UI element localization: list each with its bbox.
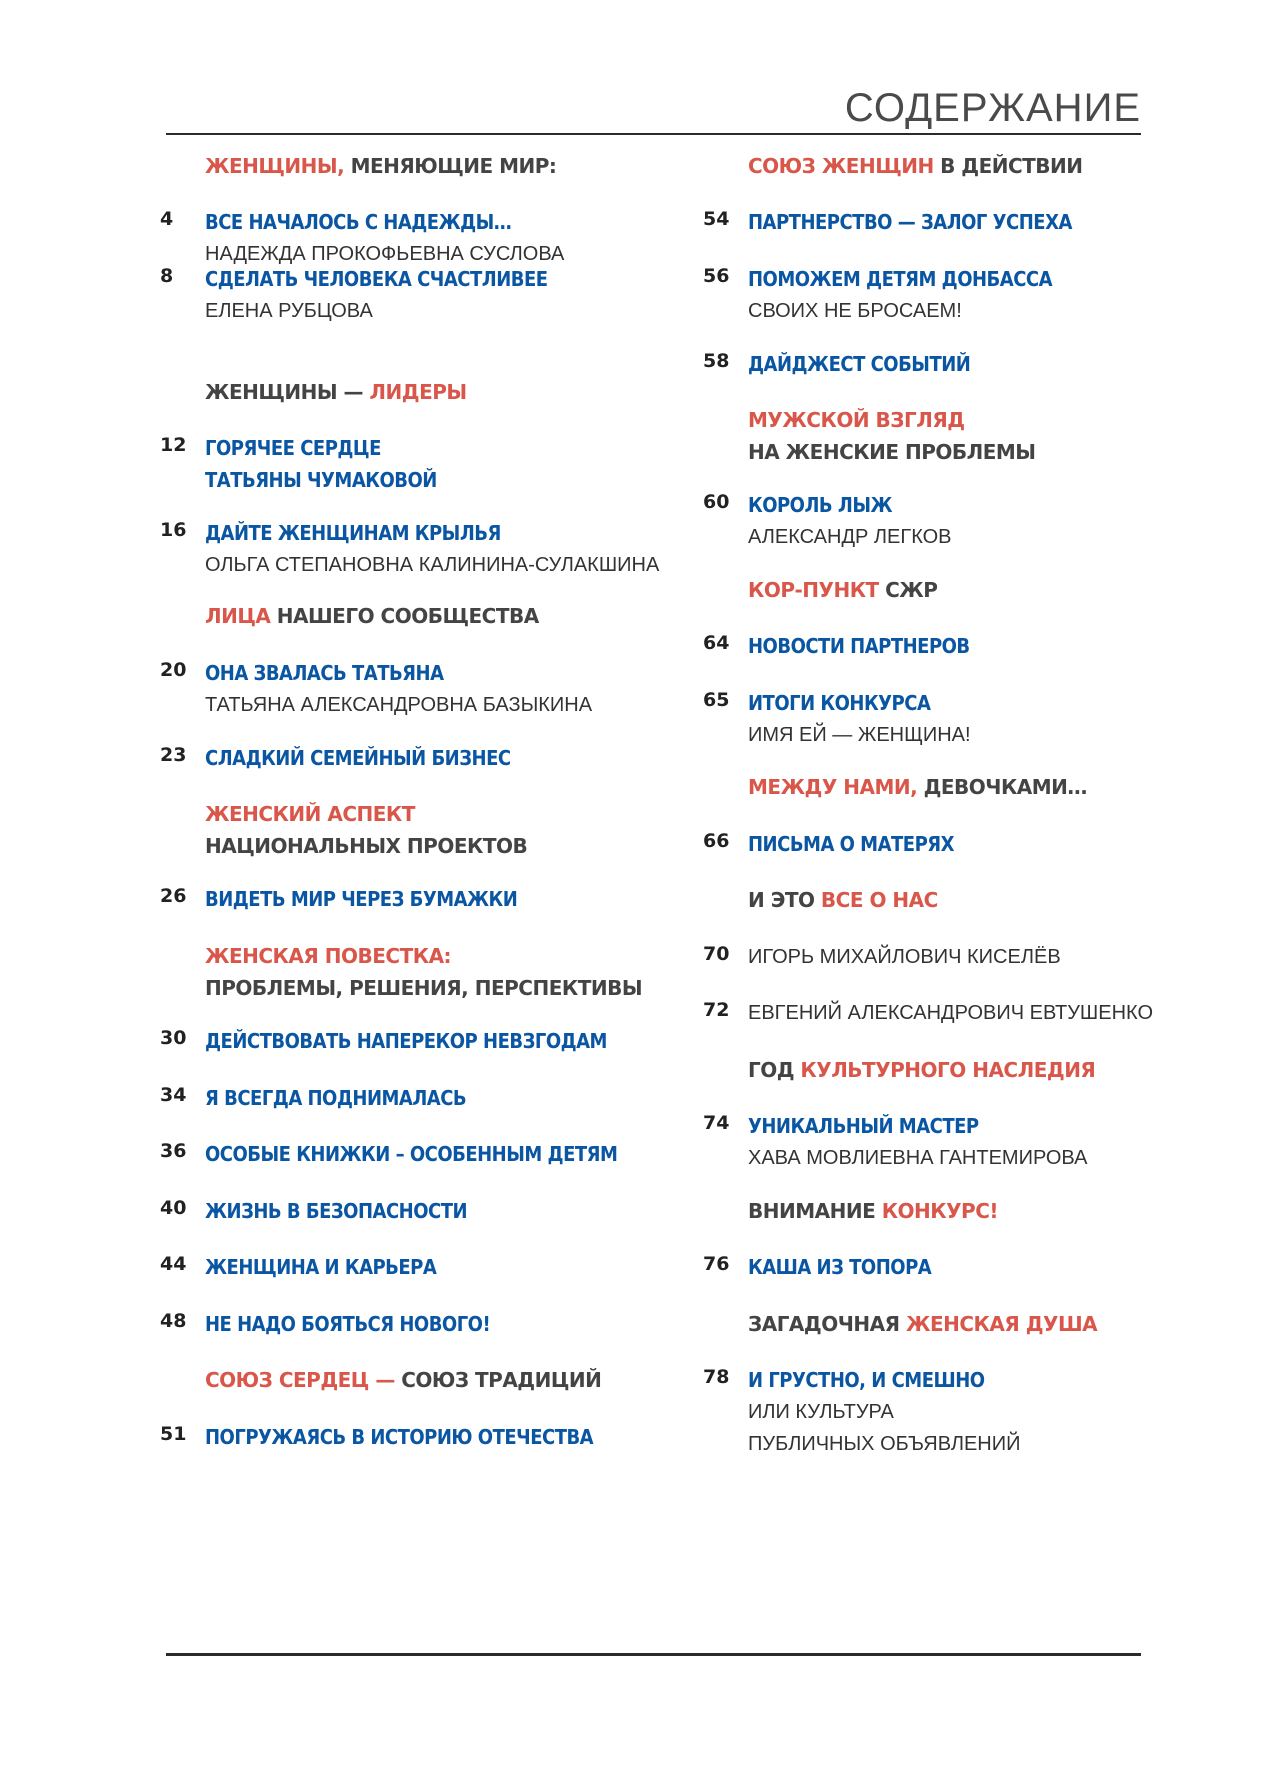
- page-number: 70: [703, 943, 730, 965]
- entry-title[interactable]: ЖИЗНЬ В БЕЗОПАСНОСТИ: [205, 1199, 468, 1223]
- page-number: 78: [703, 1366, 730, 1388]
- section-title: [748, 884, 938, 916]
- entry-text: [205, 940, 642, 1004]
- entry-text: [205, 657, 592, 721]
- page-number: 54: [703, 208, 730, 230]
- page-number: 20: [160, 659, 187, 681]
- entry-subtitle: ИЛИ КУЛЬТУРА: [748, 1401, 894, 1423]
- entry-text: [748, 150, 1083, 182]
- section-title-main: ЗАГАДОЧНАЯ: [748, 1312, 906, 1336]
- entry-text: [748, 771, 1087, 803]
- section-title: [748, 1054, 1095, 1086]
- section-title: [205, 150, 556, 182]
- entry-title[interactable]: СДЕЛАТЬ ЧЕЛОВЕКА СЧАСТЛИВЕЕ: [205, 267, 548, 291]
- section-title-accent: ЖЕНСКИЙ АСПЕКТ: [205, 802, 415, 826]
- entry-text: [748, 206, 1072, 238]
- entry-title[interactable]: НОВОСТИ ПАРТНЕРОВ: [748, 634, 970, 658]
- page-number: 40: [160, 1197, 187, 1219]
- entry-title[interactable]: Я ВСЕГДА ПОДНИМАЛАСЬ: [205, 1086, 467, 1110]
- entry-title[interactable]: ЕВГЕНИЙ АЛЕКСАНДРОВИЧ ЕВТУШЕНКО: [748, 1002, 1154, 1024]
- page-number: 36: [160, 1140, 187, 1162]
- entry-text: [748, 997, 1153, 1029]
- entry-text: [748, 1251, 931, 1283]
- section-title-main: СОЮЗ ТРАДИЦИЙ: [401, 1368, 602, 1392]
- page-number: 56: [703, 265, 730, 287]
- entry-text: [205, 1364, 601, 1396]
- section-title-accent: СОЮЗ СЕРДЕЦ —: [205, 1368, 395, 1392]
- section-title-accent: ЖЕНЩИНЫ,: [205, 154, 345, 178]
- entry-subtitle: ЕЛЕНА РУБЦОВА: [205, 300, 373, 322]
- page-number: 44: [160, 1253, 187, 1275]
- entry-text: [205, 883, 517, 915]
- page-number: 23: [160, 744, 187, 766]
- entry-text: [205, 1025, 607, 1057]
- section-title-main: И ЭТО: [748, 888, 815, 912]
- section-title-accent: ЛИЦА: [205, 604, 271, 628]
- entry-text: [748, 348, 970, 380]
- top-divider: [166, 133, 1141, 135]
- page-number: 72: [703, 999, 730, 1021]
- section-title-accent: ЛИДЕРЫ: [369, 380, 467, 404]
- section-subtitle: ПРОБЛЕМЫ, РЕШЕНИЯ, ПЕРСПЕКТИВЫ: [205, 976, 643, 1000]
- entry-title[interactable]: НЕ НАДО БОЯТЬСЯ НОВОГО!: [205, 1312, 491, 1336]
- entry-text: [205, 1082, 466, 1114]
- entry-title[interactable]: ДЕЙСТВОВАТЬ НАПЕРЕКОР НЕВЗГОДАМ: [205, 1029, 607, 1053]
- entry-text: [748, 1110, 1087, 1174]
- bottom-divider: [166, 1653, 1141, 1656]
- page-number: 8: [160, 265, 174, 287]
- section-title-main: ВНИМАНИЕ: [748, 1199, 882, 1223]
- entry-subtitle: ТАТЬЯНА АЛЕКСАНДРОВНА БАЗЫКИНА: [205, 694, 593, 716]
- entry-title[interactable]: ГОРЯЧЕЕ СЕРДЦЕ: [205, 436, 381, 460]
- section-title-main: ГОД: [748, 1058, 795, 1082]
- page-number: 4: [160, 208, 174, 230]
- section-title-accent: МУЖСКОЙ ВЗГЛЯД: [748, 408, 965, 432]
- entry-text: [748, 687, 971, 751]
- section-title-accent: СОЮЗ ЖЕНЩИН: [748, 154, 934, 178]
- entry-title[interactable]: ИТОГИ КОНКУРСА: [748, 691, 931, 715]
- entry-text: [205, 798, 527, 862]
- section-title-main: ДЕВОЧКАМИ…: [923, 775, 1087, 799]
- entry-text: [205, 150, 556, 182]
- section-title: [748, 771, 1087, 803]
- page-number: 48: [160, 1310, 187, 1332]
- entry-subtitle: ОЛЬГА СТЕПАНОВНА КАЛИНИНА-СУЛАКШИНА: [205, 554, 660, 576]
- entry-text: [748, 1308, 1097, 1340]
- entry-title[interactable]: ЖЕНЩИНА И КАРЬЕРА: [205, 1255, 437, 1279]
- entry-text: [748, 1054, 1095, 1086]
- page-number: 60: [703, 491, 730, 513]
- entry-subtitle: ПУБЛИЧНЫХ ОБЪЯВЛЕНИЙ: [748, 1433, 1021, 1455]
- entry-title[interactable]: ВСЕ НАЧАЛОСЬ С НАДЕЖДЫ…: [205, 210, 512, 234]
- entry-text: [748, 1195, 998, 1227]
- section-title-accent: МЕЖДУ НАМИ,: [748, 775, 918, 799]
- section-title: [205, 798, 527, 830]
- page-number: 76: [703, 1253, 730, 1275]
- entry-text: [748, 574, 937, 606]
- page-number: 74: [703, 1112, 730, 1134]
- entry-text: [205, 376, 467, 408]
- entry-title[interactable]: ИГОРЬ МИХАЙЛОВИЧ КИСЕЛЁВ: [748, 946, 1061, 968]
- section-title-accent: КОНКУРС!: [881, 1199, 999, 1223]
- entry-subtitle: НАДЕЖДА ПРОКОФЬЕВНА СУСЛОВА: [205, 243, 565, 265]
- entry-text: [205, 1421, 593, 1453]
- entry-text: [748, 828, 954, 860]
- page-number: 26: [160, 885, 187, 907]
- section-title: [748, 1308, 1097, 1340]
- entry-text: [205, 742, 511, 774]
- section-title-main: В ДЕЙСТВИИ: [940, 154, 1083, 178]
- entry-text: [205, 1251, 436, 1283]
- section-title-accent: КУЛЬТУРНОГО НАСЛЕДИЯ: [800, 1058, 1096, 1082]
- section-subtitle: НАЦИОНАЛЬНЫХ ПРОЕКТОВ: [205, 834, 528, 858]
- section-title: [205, 1364, 601, 1396]
- entry-text: [748, 1364, 1020, 1460]
- entry-subtitle: ХАВА МОВЛИЕВНА ГАНТЕМИРОВА: [748, 1147, 1088, 1169]
- entry-title[interactable]: КАША ИЗ ТОПОРА: [748, 1255, 932, 1279]
- entry-title[interactable]: ДАЙТЕ ЖЕНЩИНАМ КРЫЛЬЯ: [205, 521, 501, 545]
- section-title: [748, 1195, 998, 1227]
- entry-title[interactable]: ОНА ЗВАЛАСЬ ТАТЬЯНА: [205, 661, 444, 685]
- section-title-main: ЖЕНЩИНЫ —: [205, 380, 364, 404]
- section-title: [748, 150, 1083, 182]
- section-title-main: СЖР: [885, 578, 938, 602]
- entry-subtitle: АЛЕКСАНДР ЛЕГКОВ: [748, 526, 952, 548]
- entry-text: [748, 941, 1061, 973]
- entry-title[interactable]: ПОГРУЖАЯСЬ В ИСТОРИЮ ОТЕЧЕСТВА: [205, 1425, 594, 1449]
- entry-text: [205, 432, 437, 496]
- section-title-accent: ВСЕ О НАС: [820, 888, 938, 912]
- page-number: 34: [160, 1084, 187, 1106]
- page-number: 51: [160, 1423, 187, 1445]
- entry-text: [205, 1308, 490, 1340]
- entry-subtitle: ИМЯ ЕЙ — ЖЕНЩИНА!: [748, 724, 971, 746]
- entry-title[interactable]: ПОМОЖЕМ ДЕТЯМ ДОНБАССА: [748, 267, 1053, 291]
- page-number: 12: [160, 434, 187, 456]
- page-number: 65: [703, 689, 730, 711]
- page-number: 30: [160, 1027, 187, 1049]
- section-title-accent: КОР-ПУНКТ: [748, 578, 879, 602]
- section-title-accent: ЖЕНСКАЯ ПОВЕСТКА:: [205, 944, 452, 968]
- page-number: 66: [703, 830, 730, 852]
- entry-text: [748, 263, 1052, 327]
- entry-text: [205, 600, 539, 632]
- page-number: 64: [703, 632, 730, 654]
- page-number: 58: [703, 350, 730, 372]
- section-title: [748, 574, 937, 606]
- section-subtitle: НА ЖЕНСКИЕ ПРОБЛЕМЫ: [748, 440, 1036, 464]
- entry-text: [205, 206, 564, 270]
- section-title-accent: ЖЕНСКАЯ ДУША: [905, 1312, 1098, 1336]
- page-title: СОДЕРЖАНИЕ: [844, 86, 1141, 130]
- entry-text: [205, 1195, 467, 1227]
- entry-text: [205, 263, 548, 327]
- section-title-main: МЕНЯЮЩИЕ МИР:: [350, 154, 557, 178]
- section-title: [748, 404, 1036, 436]
- entry-title[interactable]: И ГРУСТНО, И СМЕШНО: [748, 1368, 985, 1392]
- entry-title[interactable]: ВИДЕТЬ МИР ЧЕРЕЗ БУМАЖКИ: [205, 887, 518, 911]
- entry-text: [748, 884, 938, 916]
- entry-text: [748, 630, 970, 662]
- section-title: [205, 940, 642, 972]
- entry-title[interactable]: УНИКАЛЬНЫЙ МАСТЕР: [748, 1114, 979, 1138]
- entry-subtitle: СВОИХ НЕ БРОСАЕМ!: [748, 300, 962, 322]
- section-title: [205, 600, 539, 632]
- entry-text: [205, 1138, 617, 1170]
- entry-title[interactable]: ПИСЬМА О МАТЕРЯХ: [748, 832, 955, 856]
- section-title: [205, 376, 467, 408]
- entry-title[interactable]: ПАРТНЕРСТВО — ЗАЛОГ УСПЕХА: [748, 210, 1072, 234]
- entry-title-cont[interactable]: ТАТЬЯНЫ ЧУМАКОВОЙ: [205, 468, 437, 492]
- entry-title[interactable]: ДАЙДЖЕСТ СОБЫТИЙ: [748, 352, 971, 376]
- entry-title[interactable]: СЛАДКИЙ СЕМЕЙНЫЙ БИЗНЕС: [205, 746, 511, 770]
- entry-title[interactable]: ОСОБЫЕ КНИЖКИ – ОСОБЕННЫМ ДЕТЯМ: [205, 1142, 618, 1166]
- section-title-main: НАШЕГО СООБЩЕСТВА: [276, 604, 539, 628]
- entry-text: [748, 489, 952, 553]
- page-number: 16: [160, 519, 187, 541]
- entry-text: [205, 517, 659, 581]
- entry-title[interactable]: КОРОЛЬ ЛЫЖ: [748, 493, 893, 517]
- entry-text: [748, 404, 1036, 468]
